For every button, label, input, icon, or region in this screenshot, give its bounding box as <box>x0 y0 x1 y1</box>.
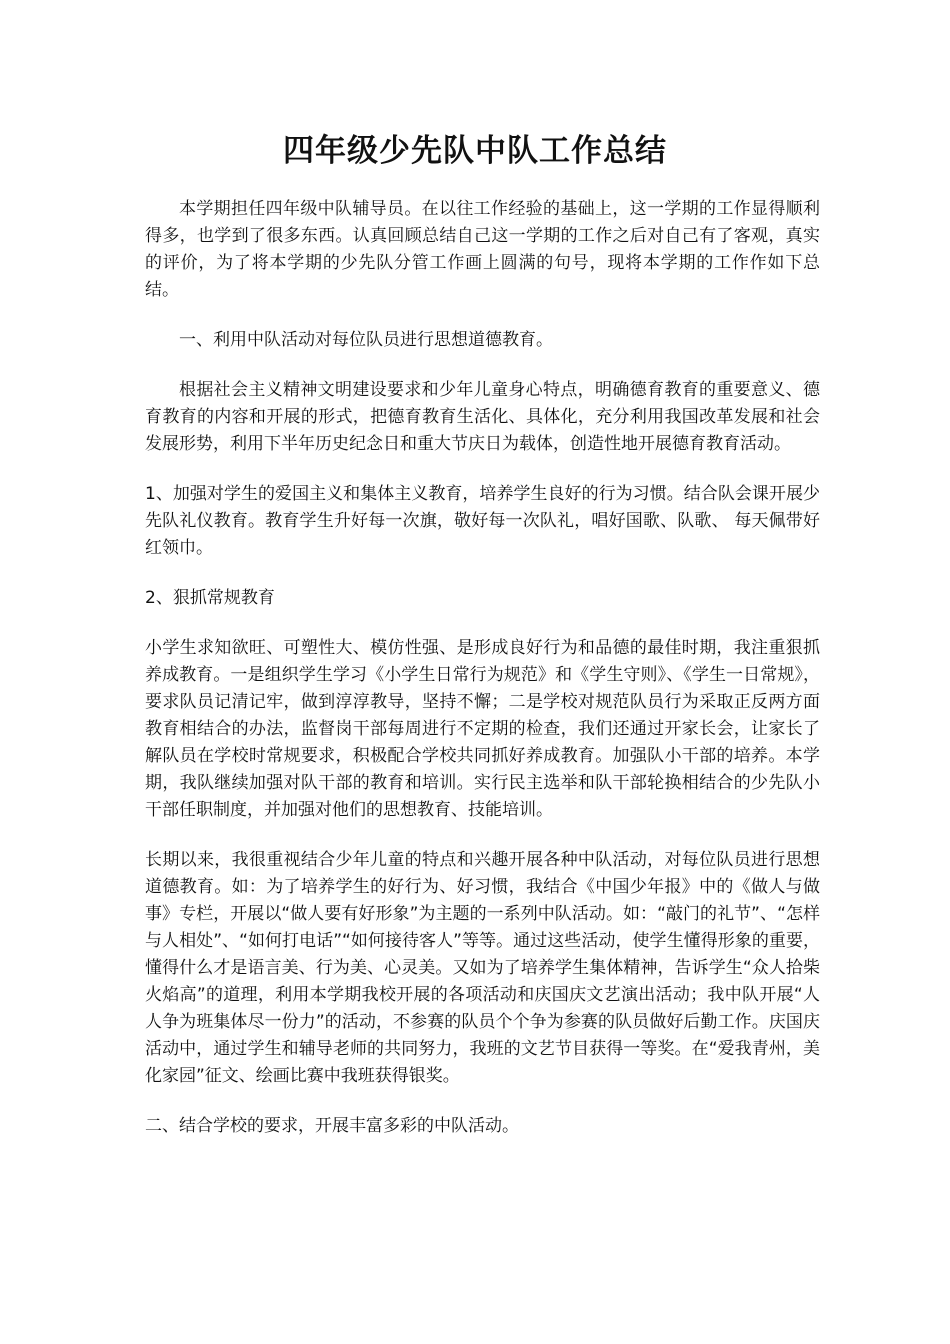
section-heading-1: 一、利用中队活动对每位队员进行思想道德教育。 <box>179 330 553 350</box>
section-heading-2: 二、结合学校的要求，开展丰富多彩的中队活动。 <box>145 1116 519 1136</box>
item-1-paragraph: 1、加强对学生的爱国主义和集体主义教育，培养学生良好的行为习惯。结合队会课开展少先队礼仪教育。教育学生升好每一次旗，敬好每一次队礼，唱好国歌、队歌、 每天佩带好红领巾。 <box>145 484 820 558</box>
section-1-paragraph: 根据社会主义精神文明建设要求和少年儿童身心特点，明确德育教育的重要意义、德育教育的内容和开展的形式，把德育教育生活化、具体化，充分利用我国改革发展和社会发展形势，利用下半年历史纪念日和重大节庆日为载体，创造性地开展德育教育活动。 <box>145 380 820 454</box>
item-2-heading: 2、狠抓常规教育 <box>145 588 275 608</box>
intro-paragraph: 本学期担任四年级中队辅导员。在以往工作经验的基础上，这一学期的工作显得顺利得多，也学到了很多东西。认真回顾总结自己这一学期的工作之后对自己有了客观，真实的评价，为了将本学期的少先队分管工作画上圆满的句号，现将本学期的工作作如下总结。 <box>145 199 820 300</box>
activities-paragraph: 长期以来，我很重视结合少年儿童的特点和兴趣开展各种中队活动，对每位队员进行思想道德教育。如：为了培养学生的好行为、好习惯，我结合《中国少年报》中的《做人与做事》专栏，开展以“做人要有好形象”为主题的一系列中队活动。如：“敲门的礼节”、“怎样与人相处”、“如何打电话”“如何接待客人”等等。通过这些活动，使学生懂得形象的重要，懂得什么才是语言美、行为美、心灵美。又如为了培养学生集体精神，告诉学生“众人拾柴火焰高”的道理，利用本学期我校开展的各项活动和庆国庆文艺演出活动；我中队开展“人人争为班集体尽一份力”的活动，不参赛的队员个个争为参赛的队员做好后勤工作。庆国庆活动中，通过学生和辅导老师的共同努力，我班的文艺节目获得一等奖。在“爱我青州，美化家园”征文、绘画比赛中我班获得银奖。 <box>145 850 820 1086</box>
document-title: 四年级少先队中队工作总结 <box>283 133 667 169</box>
routine-education-paragraph: 小学生求知欲旺、可塑性大、模仿性强、是形成良好行为和品德的最佳时期，我注重狠抓养成教育。一是组织学生学习《小学生日常行为规范》和《学生守则》、《学生一日常规》，要求队员记清记牢，做到淳淳教导，坚持不懈；二是学校对规范队员行为采取正反两方面教育相结合的办法，监督岗干部每周进行不定期的检查，我们还通过开家长会，让家长了解队员在学校时常规要求，积极配合学校共同抓好养成教育。加强队小干部的培养。本学期，我队继续加强对队干部的教育和培训。实行民主选举和队干部轮换相结合的少先队小干部任职制度，并加强对他们的思想教育、技能培训。 <box>145 638 820 820</box>
document-body <box>145 196 820 1163</box>
